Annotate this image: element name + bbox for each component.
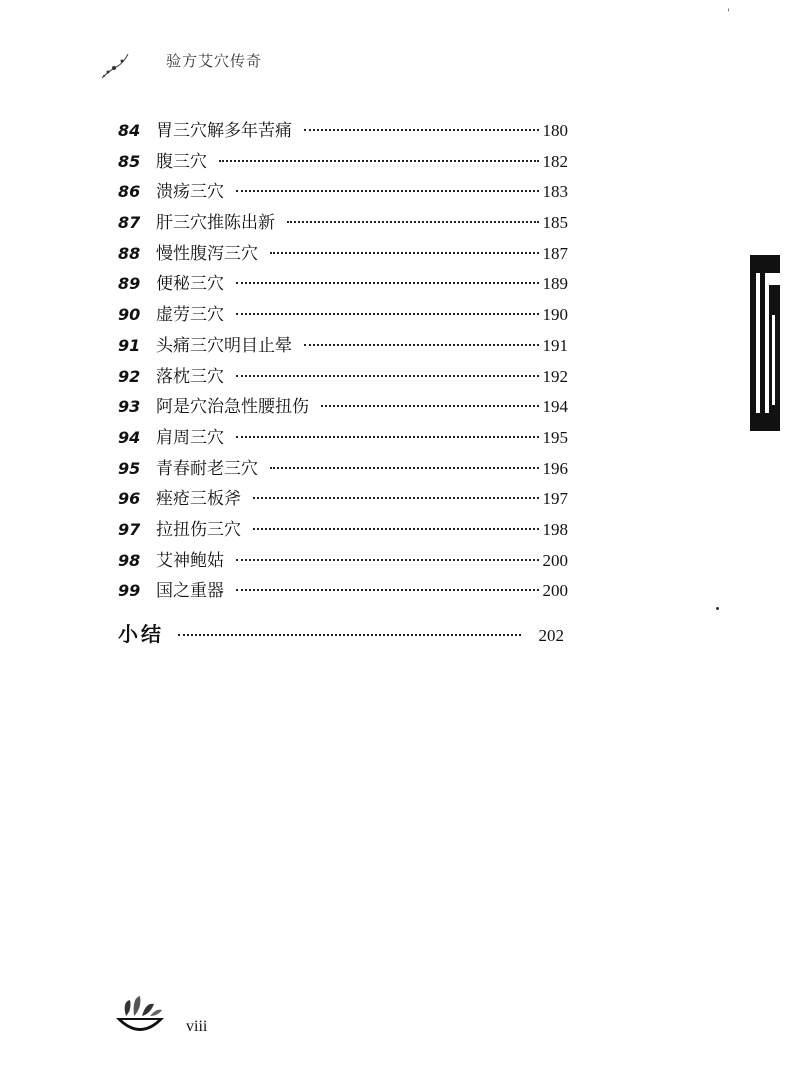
- print-speck: [716, 607, 719, 610]
- entry-page: 191: [542, 335, 568, 355]
- summary-title: 小结: [118, 622, 164, 646]
- dot-leader: [253, 528, 539, 530]
- entry-title: 便秘三穴: [156, 274, 224, 295]
- toc-entry[interactable]: [118, 269, 568, 300]
- entry-number: 99: [118, 581, 141, 601]
- entry-page: 180: [542, 121, 568, 140]
- toc-entry[interactable]: [118, 147, 568, 178]
- entry-title: 阿是穴治急性腰扭伤: [156, 397, 309, 418]
- toc-entry[interactable]: [118, 300, 568, 331]
- entry-number: 92: [118, 366, 141, 386]
- entry-number: 84: [118, 121, 141, 140]
- entry-page: 187: [542, 243, 568, 263]
- entry-title: 慢性腹泻三穴: [156, 243, 258, 264]
- toc-entry[interactable]: [118, 331, 568, 362]
- entry-page: 192: [542, 366, 568, 386]
- entry-page: 183: [542, 182, 568, 202]
- summary-page: 202: [538, 626, 564, 645]
- entry-number: 94: [118, 427, 141, 447]
- leaf-ornament-icon: [98, 52, 132, 82]
- entry-number: 88: [118, 243, 141, 263]
- entry-title: 腹三穴: [156, 151, 207, 172]
- entry-number: 93: [118, 397, 141, 417]
- entry-title: 青春耐老三穴: [156, 458, 258, 479]
- dot-leader: [178, 634, 521, 636]
- entry-number: 90: [118, 305, 141, 325]
- dot-leader: [270, 467, 539, 469]
- entry-number: 98: [118, 550, 141, 570]
- entry-title: 虚劳三穴: [156, 305, 224, 326]
- entry-number: 86: [118, 182, 141, 202]
- toc-entry[interactable]: [118, 484, 568, 515]
- toc-entry[interactable]: [118, 515, 568, 546]
- entry-page: 189: [542, 274, 568, 294]
- entry-page: 185: [542, 213, 568, 233]
- entry-page: 195: [542, 427, 568, 447]
- entry-number: 97: [118, 519, 141, 539]
- section-tab-marker: [750, 255, 780, 431]
- entry-title: 头痛三穴明目止晕: [156, 335, 292, 356]
- dot-leader: [236, 436, 539, 438]
- toc-entry[interactable]: [118, 362, 568, 393]
- entry-page: 182: [542, 151, 568, 171]
- entry-page: 190: [542, 305, 568, 325]
- toc-entry[interactable]: [118, 546, 568, 577]
- table-of-contents: [118, 116, 568, 607]
- dot-leader: [321, 405, 539, 407]
- dot-leader: [236, 313, 539, 315]
- dot-leader: [236, 559, 539, 561]
- entry-title: 艾神鲍姑: [156, 550, 224, 571]
- dot-leader: [219, 160, 539, 162]
- toc-entry[interactable]: [118, 423, 568, 454]
- entry-title: 溃疡三穴: [156, 182, 224, 203]
- dot-leader: [253, 497, 539, 499]
- dot-leader: [270, 252, 539, 254]
- entry-number: 91: [118, 335, 141, 355]
- dot-leader: [304, 344, 539, 346]
- entry-title: 肝三穴推陈出新: [156, 213, 275, 234]
- entry-title: 国之重器: [156, 581, 224, 602]
- toc-entry[interactable]: [118, 392, 568, 423]
- entry-title: 胃三穴解多年苦痛: [156, 121, 292, 141]
- dot-leader: [236, 589, 539, 591]
- dot-leader: [236, 375, 539, 377]
- entry-number: 95: [118, 458, 141, 478]
- entry-title: 肩周三穴: [156, 427, 224, 448]
- entry-page: 194: [542, 397, 568, 417]
- entry-number: 87: [118, 213, 141, 233]
- dot-leader: [236, 282, 539, 284]
- entry-page: 196: [542, 458, 568, 478]
- entry-title: 痤疮三板斧: [156, 489, 241, 510]
- dot-leader: [304, 129, 539, 131]
- entry-number: 85: [118, 151, 141, 171]
- entry-title: 拉扭伤三穴: [156, 519, 241, 540]
- entry-page: 198: [542, 519, 568, 539]
- running-header-title: 验方艾穴传奇: [166, 52, 263, 70]
- toc-entry[interactable]: [118, 116, 568, 147]
- toc-entry[interactable]: [118, 208, 568, 239]
- entry-title: 落枕三穴: [156, 366, 224, 387]
- toc-entry[interactable]: [118, 177, 568, 208]
- toc-entry[interactable]: [118, 239, 568, 270]
- summary-entry[interactable]: [118, 618, 564, 647]
- entry-page: 197: [542, 489, 568, 509]
- corner-mark: ': [727, 8, 730, 19]
- dot-leader: [287, 221, 539, 223]
- entry-page: 200: [542, 550, 568, 570]
- entry-number: 89: [118, 274, 141, 294]
- entry-page: 200: [542, 581, 568, 601]
- page-number: viii: [186, 1018, 208, 1035]
- dot-leader: [236, 190, 539, 192]
- toc-entry[interactable]: [118, 454, 568, 485]
- entry-number: 96: [118, 489, 141, 509]
- herb-bowl-icon: [112, 996, 168, 1036]
- toc-entry[interactable]: [118, 576, 568, 607]
